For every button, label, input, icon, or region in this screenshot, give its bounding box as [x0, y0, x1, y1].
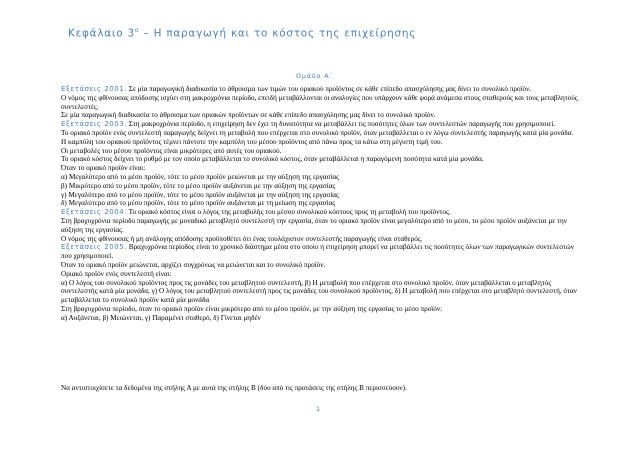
option-item: α) Αυξάνεται, β) Μειώνεται, γ) Παραμένει σταθερό, δ) Γίνεται μηδέν	[61, 313, 261, 322]
option-item: δ) Μεγαλύτερο από το μέσο προϊόν, τότε το μέσο προϊόν αυξάνεται με τη μείωση της εργασίας	[61, 199, 336, 208]
document-body	[61, 85, 581, 323]
group-heading: Ομάδα Α΄	[296, 72, 334, 80]
option-item: β) Μικρότερο από το μέσο προϊόν, τότε το μέσο προϊόν αυξάνεται με την αύξηση της εργασίας	[61, 181, 336, 190]
paragraph: Σε μία παραγωγική διαδικασία το άθροισμα των οριακών προϊόντων σε κάθε επίπεδο απασχόλησης μας δίνει το συνολικό προϊόν.	[61, 111, 436, 120]
paragraph: Το οριακό προϊόν ενός συντελεστή παραγωγής δείχνει τη μεταβολή που επέρχεται στο συνολικό προϊόν, όταν μεταβάλλεται ο εν λόγω συντελεστής παραγωγής κατά μία μονάδα.	[61, 128, 574, 137]
paragraph: Εξετάσεις 2001. Σε μία παραγωγική διαδικασία το άθροισμα των τιμών του οριακού προϊόντος σε κάθε επίπεδο απασχόλησης μας δίνει το συνολικό προϊόν.	[61, 85, 532, 93]
option-item: γ) Μεγαλύτερο από το μέσο προϊόν, τότε το μέσο προϊόν αυξάνεται με την αύξηση της εργασίας	[61, 190, 339, 199]
paragraph: Στη βραχυχρόνια περίοδο παραγωγής με μοναδικό μεταβλητό συντελεστή την εργασία, όταν το οριακό προϊόν είναι μεγαλύτερο από το μέσο, το μέσο προϊόν αυξάνεται με την αύξηση της εργασίας.	[61, 216, 567, 234]
paragraph: Η καμπύλη του οριακού προϊόντος τέμνει πάντοτε την καμπύλη του μέσου προϊόντος από πάνω προς τα κάτω στη μέγιστη τιμή του.	[61, 137, 443, 146]
paragraph: Οριακό προϊόν ενός συντελεστή είναι:	[61, 269, 172, 278]
page-title: Κεφάλαιο $3^o$ – Η παραγωγή και το κόστος της επιχείρησης	[68, 27, 417, 40]
paragraph: Όταν το οριακό προϊόν μειώνεται, αρχίζει συγχρόνως να μειώνεται και το συνολικό προϊόν.	[61, 260, 326, 269]
exam-label: Εξετάσεις 2005.	[61, 243, 127, 252]
paragraph: Στη βραχυχρόνια περίοδο, όταν το οριακό προϊόν είναι μικρότερο από το μέσο προϊόν, με την αύξηση της εργασίας το μέσο προϊόν:	[61, 304, 443, 313]
paragraph: Εξετάσεις 2005. Βραχυχρόνια περίοδος είναι το χρονικό διάστημα μέσα στο οποίο η επιχείρηση μπορεί να μεταβάλλει τις ποσότητες όλων των παραγωγικών συντελεστών που χρησιμοποιεί.	[61, 243, 574, 261]
paragraph: Εξετάσεις 2004. Το οριακό κόστος είναι ο λόγος της μεταβολής του μέσου συνολικού κόστους προς τη μεταβολή του προϊόντος.	[61, 208, 451, 217]
matching-instruction: Να αντιστοιχίσετε τα δεδομένα της στήλης Α με αυτά της στήλης Β (δύο από τις προτάσεις της στήλης Β περισσεύουν).	[61, 384, 407, 392]
exam-label: Εξετάσεις 2004.	[61, 208, 127, 217]
paragraph: Εξετάσεις 2003. Στη μακροχρόνια περίοδο, η επιχείρηση δεν έχει τη δυνατότητα να μεταβάλλει τις ποσότητες όλων των συντελεστών παραγωγής που χρησιμοποιεί.	[61, 120, 556, 129]
paragraph: Οι μεταβολές του μέσου προϊόντος είναι μικρότερες από αυτές του οριακού.	[61, 146, 282, 155]
paragraph: Το οριακό κόστος δείχνει το ρυθμό με τον οποίο μεταβάλλεται το συνολικό κόστος, όταν μεταβάλλεται η παραγόμενη ποσότητα κατά μία μονάδα.	[61, 155, 484, 164]
exam-label: Εξετάσεις 2001.	[61, 85, 127, 93]
option-item: α) Μεγαλύτερο από το μέσο προϊόν, τότε το μέσο προϊόν μειώνεται με την αύξηση της εργασίας	[61, 172, 339, 181]
paragraph: Όταν το οριακό προϊόν είναι:	[61, 164, 146, 173]
page-number: 1	[316, 405, 321, 413]
option-item: α) Ο λόγος του συνολικού προϊόντος προς τις μονάδες του μεταβλητού συντελεστή, β) Η μεταβολή που επέρχεται στο συνολικό προϊόν, όταν μεταβάλλεται ο μεταβλητός συντελεστής κατά μία μονάδα, γ) Ο λόγος του μεταβλητού συντελεστή προς τις μονάδες του συνολικού προϊόντος, δ) Η μεταβολή που επέρχεται στο μεταβλητό συντελεστή, όταν μεταβάλλεται το συνολικό προϊόν κατά μία μονάδα	[61, 278, 577, 305]
paragraph: Ο νόμος της φθίνουσας απόδοσης ισχύει στη μακροχρόνια περίοδο, επειδή μεταβάλλονται οι αναλογίες που υπάρχουν κάθε φορά ανάμεσα στους σταθερούς και τους μεταβλητούς συντελεστές.	[61, 93, 578, 111]
paragraph: Ο νόμος της φθίνουσας ή μη ανάλογης απόδοσης προϋποθέτει ότι ένας τουλάχιστον συντελεστής παραγωγής είναι σταθερός.	[61, 234, 423, 243]
exam-label: Εξετάσεις 2003.	[61, 120, 127, 129]
